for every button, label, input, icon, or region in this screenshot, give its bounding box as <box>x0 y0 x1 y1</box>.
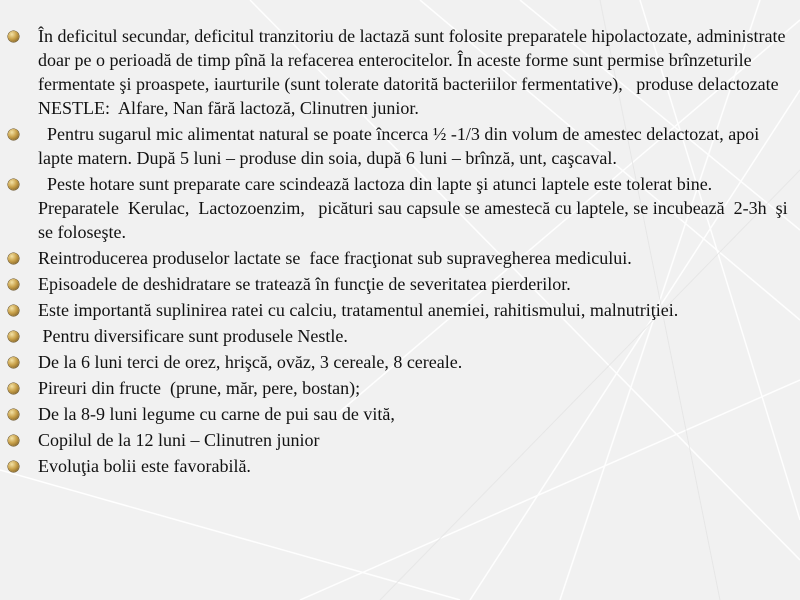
bullet-icon <box>8 279 19 290</box>
list-item <box>0 298 790 322</box>
list-item <box>0 376 790 400</box>
list-item-text: În deficitul secundar, deficitul tranzitoriu de lactază sunt folosite preparatele hipolactozate, administrate doar pe o perioadă de timp pînă la refacerea enterocitelor. În aceste forme sunt permise brînzeturile fermentate şi proaspete, iaurturile (sunt tolerate datorită bacteriilor fermentative), produse delactozate NESTLE: Alfare, Nan fără lactoză, Clinutren junior. <box>38 26 790 118</box>
bullet-icon <box>8 305 19 316</box>
list-item <box>0 454 790 478</box>
list-item-text: Pireuri din fructe (prune, măr, pere, bostan); <box>38 378 361 398</box>
bullet-icon <box>8 31 19 42</box>
bullet-list <box>0 24 793 480</box>
list-item-text: Copilul de la 12 luni – Clinutren junior <box>38 430 320 450</box>
list-item-text: De la 8-9 luni legume cu carne de pui sau de vită, <box>38 404 395 424</box>
list-item-text: Este importantă suplinirea ratei cu calciu, tratamentul anemiei, rahitismului, malnutriţiei. <box>38 300 679 320</box>
list-item <box>0 122 790 170</box>
bullet-icon <box>8 383 19 394</box>
list-item-text: Episoadele de deshidratare se tratează în funcţie de severitatea pierderilor. <box>38 274 571 294</box>
list-item <box>0 428 790 452</box>
bullet-icon <box>8 461 19 472</box>
list-item <box>0 172 793 244</box>
list-item <box>0 272 790 296</box>
bullet-icon <box>8 179 19 190</box>
list-item <box>0 324 790 348</box>
list-item <box>0 402 790 426</box>
list-item-text: Reintroducerea produselor lactate se face fracţionat sub supravegherea medicului. <box>38 248 632 268</box>
bullet-icon <box>8 129 19 140</box>
bullet-icon <box>8 435 19 446</box>
list-item <box>0 350 790 374</box>
list-item-text: Evoluţia bolii este favorabilă. <box>38 456 251 476</box>
bullet-icon <box>8 409 19 420</box>
list-item-text: Pentru diversificare sunt produsele Nestle. <box>38 326 348 346</box>
bullet-icon <box>8 331 19 342</box>
bullet-icon <box>8 253 19 264</box>
bullet-icon <box>8 357 19 368</box>
list-item-text: Pentru sugarul mic alimentat natural se poate încerca ½ -1/3 din volum de amestec delactozat, apoi lapte matern. După 5 luni – produse din soia, după 6 luni – brînză, unt, caşcaval. <box>38 124 764 168</box>
list-item-text: Peste hotare sunt preparate care scindează lactoza din lapte şi atunci laptele este tolerat bine. Preparatele Kerulac, Lactozoenzim, picături sau capsule se amestecă cu laptele, se incubează 2-3h şi se foloseşte. <box>38 174 793 242</box>
list-item <box>0 24 790 120</box>
list-item-text: De la 6 luni terci de orez, hrişcă, ovăz, 3 cereale, 8 cereale. <box>38 352 463 372</box>
list-item <box>0 246 790 270</box>
